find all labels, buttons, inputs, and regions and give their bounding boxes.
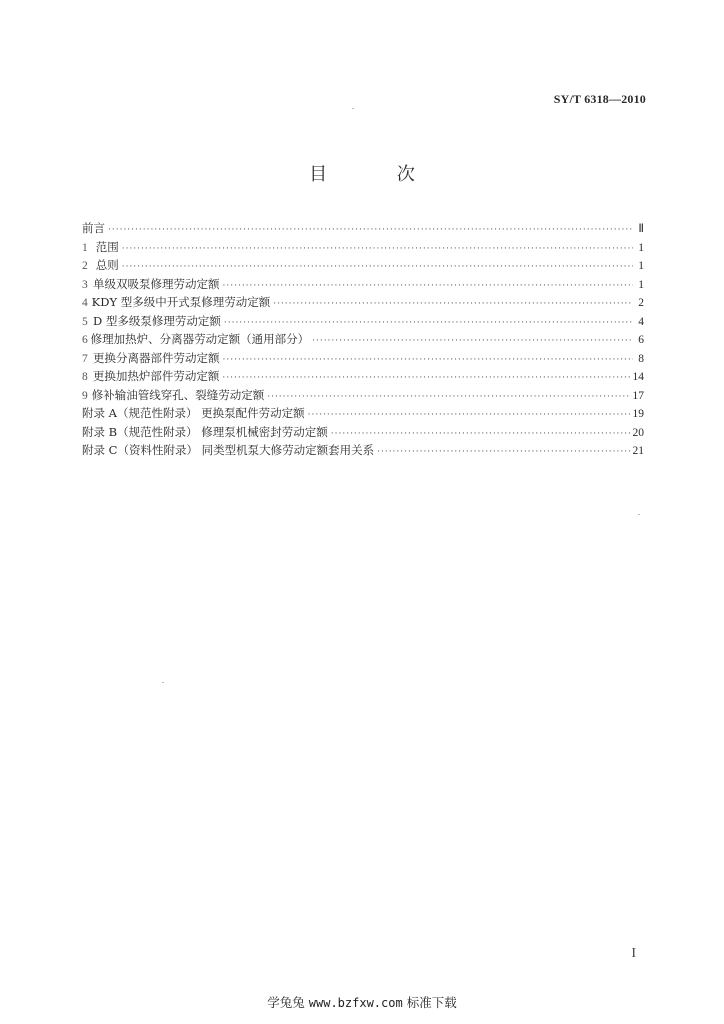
toc-entry-5[interactable]: [82, 313, 644, 332]
toc-entry-text: 附录 B（规范性附录） 修理泵机械密封劳动定额: [82, 424, 328, 439]
toc-entry-page: 1: [638, 241, 644, 254]
toc-entry-6[interactable]: [82, 331, 644, 350]
toc-entry-3[interactable]: [82, 276, 644, 295]
toc-entry-page: 19: [632, 408, 644, 420]
toc-leader-dots: [108, 225, 633, 235]
toc-entry-appendix-b[interactable]: [82, 424, 644, 443]
toc-entry-page: 1: [638, 260, 644, 272]
standard-code: SY/T 6318—2010: [553, 92, 646, 106]
toc-entry-page: 21: [632, 445, 644, 457]
toc-entry-number: 6: [82, 334, 88, 346]
toc-entry-page: 14: [632, 371, 644, 383]
toc-leader-dots: [308, 410, 630, 420]
toc-entry-page: 20: [632, 426, 644, 439]
toc-entry-text: 总则: [95, 258, 119, 272]
toc-leader-dots: [267, 392, 629, 402]
toc-entry-appendix-c[interactable]: [82, 442, 644, 461]
watermark-site-name: 学兔兔: [267, 995, 305, 1010]
toc-leader-dots: [222, 373, 629, 383]
page-number: I: [631, 946, 636, 961]
toc-entry-page: 1: [638, 278, 644, 291]
toc-entry-1[interactable]: [82, 239, 644, 258]
toc-leader-dots: [224, 318, 633, 328]
toc-entry-text: 附录 A（规范性附录） 更换泵配件劳动定额: [82, 406, 305, 420]
toc-entry-4[interactable]: [82, 294, 644, 313]
footer-watermark: [0, 993, 724, 1011]
toc-entry-page: Ⅱ: [638, 223, 644, 235]
toc-entry-number: 3: [82, 278, 88, 291]
toc-leader-dots: [122, 262, 633, 272]
toc-leader-dots: [122, 244, 633, 254]
toc-entry-appendix-a[interactable]: [82, 405, 644, 424]
toc-entry-text: 修理加热炉、分离器劳动定额（通用部分）: [90, 332, 310, 346]
toc-leader-dots: [273, 299, 633, 309]
toc-entry-7[interactable]: [82, 350, 644, 369]
toc-entry-text: 更换加热炉部件劳动定额: [92, 369, 220, 383]
toc-entry-number: 2: [82, 260, 88, 272]
toc-entry-number: 1: [82, 241, 88, 254]
toc-entry-page: 8: [638, 352, 644, 365]
scan-speck: [638, 514, 640, 515]
toc-entry-text: D 型多级泵修理劳动定额: [92, 313, 221, 328]
toc-entry-page: 2: [638, 297, 644, 309]
toc-entry-page: 4: [638, 315, 644, 328]
page-title: 目 次: [309, 164, 447, 185]
toc-leader-dots: [223, 355, 633, 365]
toc-entry-foreword[interactable]: [82, 220, 644, 239]
toc-entry-text: 前言: [82, 221, 105, 235]
toc-entry-number: 7: [82, 352, 88, 365]
toc-entry-number: 4: [82, 297, 88, 309]
watermark-suffix: 标准下载: [406, 995, 457, 1010]
toc-leader-dots: [223, 281, 633, 291]
table-of-contents: [82, 220, 644, 461]
toc-entry-page: 6: [638, 334, 644, 346]
scan-speck: [352, 108, 354, 109]
toc-entry-number: 8: [82, 371, 88, 383]
watermark-url[interactable]: www.bzfxw.com: [308, 996, 403, 1010]
toc-entry-text: 附录 C（资料性附录） 同类型机泵大修劳动定额套用关系: [82, 443, 375, 457]
toc-entry-text: 单级双吸泵修理劳动定额: [93, 276, 220, 291]
toc-entry-number: 9: [82, 389, 88, 402]
toc-entry-text: 修补输油管线穿孔、裂缝劳动定额: [91, 387, 265, 402]
scan-speck: [162, 682, 164, 683]
toc-entry-number: 5: [82, 315, 88, 328]
toc-entry-text: 范围: [95, 239, 119, 254]
toc-leader-dots: [331, 429, 630, 439]
toc-entry-9[interactable]: [82, 387, 644, 406]
toc-entry-2[interactable]: [82, 257, 644, 276]
toc-leader-dots: [312, 336, 633, 346]
toc-entry-8[interactable]: [82, 368, 644, 387]
toc-leader-dots: [377, 447, 629, 457]
toc-entry-text: 更换分离器部件劳动定额: [93, 350, 220, 365]
toc-entry-text: KDY 型多级中开式泵修理劳动定额: [91, 295, 271, 309]
toc-entry-page: 17: [632, 389, 644, 402]
